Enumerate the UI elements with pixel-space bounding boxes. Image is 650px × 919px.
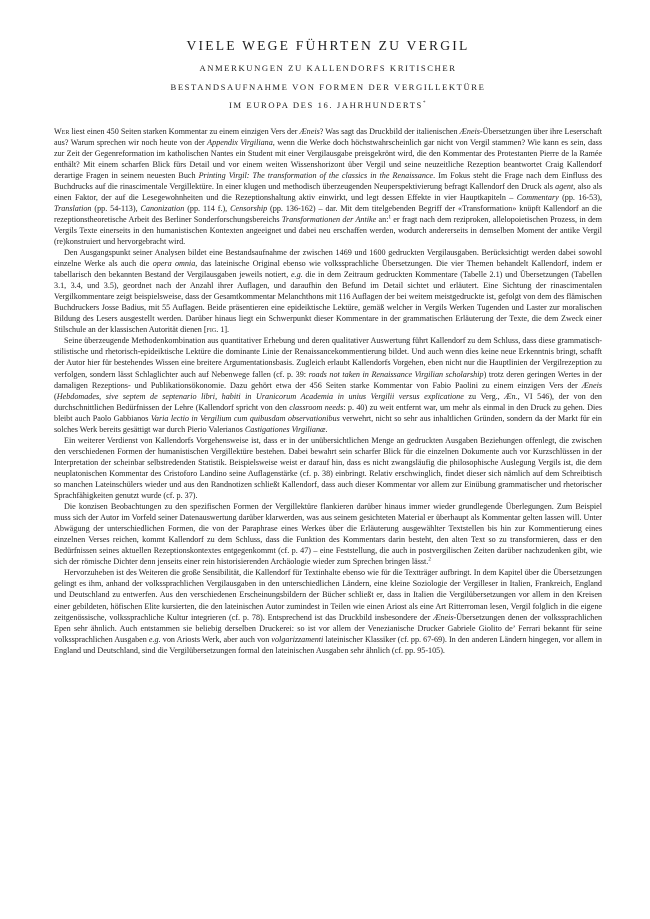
article-title: VIELE WEGE FÜHRTEN ZU VERGIL (186, 38, 470, 53)
paragraph-4: Ein weiterer Verdienst von Kallendorfs Vorgehensweise ist, dass er in der unübersichtlichen Menge an gedruckten Ausgaben Beziehungen offenlegt, die zwischen den verschiedenen Formen der humanistischen Vergillektüre bestehen. Dabei bewahrt sein scharfer Blick für die einzelnen Dokumente auch vor Kurzschlüssen in der Interpretation der scheinbar selbstredenden Statistik. Beispielsweise weist er darauf hin, dass es nicht zwangsläufig die philosophische Auslegung Vergils ist, die dem neuplatonischen Kommentar des Cristoforo Landino seine Auflagenstärke (cf. p. 38) einbringt. Relativ erschwinglich, findet dieser sich nämlich auf dem Schreibtisch so manchen Lateinschülers wieder und aus den Randnotizen schließt Kallendorf, dass auch dieser Kommentar vor allem zur Einübung grammatischer und rhetorischer Sprachfähigkeiten genutzt wurde (cf. p. 37). (54, 435, 602, 501)
paragraph-1: Wer liest einen 450 Seiten starken Kommentar zu einem einzigen Vers der Æneis? Was sagt das Druckbild der italienischen Æneis-Übersetzungen über ihre Leserschaft aus? Warum sprechen wir noch heute von der Appendix Virgiliana, wenn die Werke doch höchstwahrscheinlich gar nicht von Vergil stammen? Wie kann es sein, dass zur Zeit der Gegenreformation im katholischen Nantes ein Student mit einer Vergilausgabe preisgekrönt wird, die den Kommentar des Protestanten Pierre de la Ramée enthält? Mit einem scharfen Blick fürs Detail und vor einem weiten Wissenshorizont über Vergil und seine neuzeitliche Rezeption beantwortet Craig Kallendorf derartige Fragen in seinem neuesten Buch Printing Virgil: The transformation of the classics in the Renaissance. Im Fokus steht die Frage nach dem Einfluss des Buchdrucks auf die rinascimentale Vergillektüre. In einer klugen und methodisch überzeugenden Neuperspektivierung befragt Kallendorf den Druck als agent, also als einen Faktor, der auf die Lesegewohnheiten und die Rezeptionshaltung aktiv einwirkt, und legt dessen Effekte in vier Hauptkapiteln – Commentary (pp. 16-53), Translation (pp. 54-113), Canonization (pp. 114 f.), Censorship (pp. 136-162) – dar. Mit dem titelgebenden Begriff der «Transformation» knüpft Kallendorf an die rezeptionstheoretische Arbeit des Berliner Sonderforschungsbereichs Transformationen der Antike an:$^1$ er fragt nach dem reziproken, allelopoietischen Prozess, in dem Vergils Texte einerseits in den humanistischen Kontexten angeeignet und dabei neu erschaffen werden, wodurch andererseits in demselben Moment der antike Vergil (re)konstruiert und hervorgebracht wird. (54, 126, 602, 246)
subtitle-line-2: BESTANDSAUFNAHME VON FORMEN DER VERGILLEKTÜRE (170, 81, 486, 92)
subtitle-line-1: ANMERKUNGEN ZU KALLENDORFS KRITISCHER (199, 63, 457, 73)
article-subtitle (54, 59, 602, 115)
paragraph-2: Den Ausgangspunkt seiner Analysen bildet eine Bestandsaufnahme der zwischen 1469 und 1600 gedruckten Vergilausgaben. Berücksichtigt werden dabei sowohl einzelne Werke als auch die opera omnia, das lateinische Original ebenso wie volkssprachliche Übersetzungen. Die vier Themen behandelt Kallendorf, indem er tabellarisch den bekannten Bestand der Vergilausgaben jeweils notiert, e.g. die in dem Zeitraum gedruckten Kommentare (Tabelle 2.1) und Übersetzungen (Tabellen 3.1, 3.4, und 3.5), geordnet nach der Anzahl ihrer Auflagen, und daraufhin den Befund im Detail sichtet und erläutert. Eine Sichtung der rinascimentalen Vergilkommentare zeigt beispielsweise, dass der Gesamtkommentar Melanchthons mit 116 Auflagen der bei weitem meistgedruckte ist, gefolgt von dem des flämischen Buchdruckers Josse Badius, mit 55 Auflagen. Beide präsentieren eine epideiktische Lektüre, gemäß welcher in Vergils Werken Tugenden und Laster zur moralischen Bildung des Lesers ausgestellt werden. Darüber hinaus liegt ein Schwerpunkt dieser Kommentare in der grammatischen Erläuterung der Texte, die dem Zweck einer Stilschule an der klassischen Autorität dienen [fig. 1]. (54, 248, 602, 335)
paragraph-3: Seine überzeugende Methodenkombination aus quantitativer Erhebung und deren qualitativer Auswertung führt Kallendorf zu dem Schluss, dass diese grammatisch-stilistische und rhetorisch-epideiktische Lektüre die dominante Linie der Renaissancekommentierung bildet. Und auch wenn dies keine neue Erkenntnis bringt, schafft der Autor hier für bestehendes Wissen eine breitere Argumentationsbasis. Zugleich erlaubt Kallendorfs Vorgehen, eben nicht nur die Hauptlinien der Vergilrezeption zu verfolgen, sondern lässt Schlaglichter auch auf Nebenwege fallen (cf. p. 39: roads not taken in Renaissance Virgilian scholarship) trotz deren geringen Wertes in der damaligen Rezeptions- und Publikationsökonomie. Dazu gehört etwa der 456 Seiten starke Kommentar von Fabio Paolini zu einem einzigen Vers der Æneis (Hebdomades, sive septem de septenario libri, habiti in Uranicorum Academia in unius Vergilii versus explicatione zu Verg., Æn., VI 546), der von den durchschnittlichen Bedürfnissen der Lehre (Kallendorf spricht von den classroom needs: p. 40) zu weit entfernt war, um mehr als einmal in den Druck zu gehen. Dies bleibt auch Paolo Gabbianos Varia lectio in Vergilium cum quibusdam observationibus verwehrt, nicht so sehr aus inhaltlichen Gründen, sondern da der Markt für ein solches Werk bereits gesättigt war durch Pierio Valerianos Castigationes Virgilianæ. (54, 336, 602, 434)
paragraph-6: Hervorzuheben ist des Weiteren die große Sensibilität, die Kallendorf für Textinhalte ebenso wie für die Textträger aufbringt. In dem Kapitel über die Übersetzungen gelingt es ihm, anhand der volkssprachlichen Vergilausgaben in den unterschiedlichen Ländern, eine kleine Soziologie der Vergilleser in Italien, Frankreich, England und Deutschland zu entwerfen. Aus den verschiedenen Erscheinungsbildern der Bücher schließt er, dass in Italien die Vergilübersetzungen vor allem in den Kreisen einer gebildeten, höfischen Elite kursierten, die den lateinischen Autor zumindest in Teilen wie einen Ariost als eine Art Ritterroman lesen, Vergil folglich in die eigene zeitgenössische, volkssprachliche Kultur integrieren (cf. p. 78). Entsprechend ist das Druckbild insbesondere der Æneis-Übersetzungen denen der volkssprachlichen Epen sehr ähnlich. Auch entstammen sie beliebig derselben Druckerei: so ist vor allem der Venezianische Drucker Gabriele Giolito de’ Ferrari bekannt für seine volkssprachlichen Ausgaben e.g. von Ariosts Werk, aber auch von volgarizzamenti lateinischer Klassiker (cf. pp. 67-69). In den anderen Ländern hingegen, vor allem in England und Deutschland, sind die Vergilübersetzungen formal den lateinischen Ausgaben sehr ähnlich (cf. pp. 95-105). (54, 568, 603, 655)
article-body (54, 126, 602, 656)
subtitle-line-3: IM EUROPA DES 16. JAHRHUNDERTS* (228, 100, 428, 110)
paragraph-5: Die konzisen Beobachtungen zu den spezifischen Formen der Vergillektüre flankieren darüber hinaus immer wieder grundlegende Überlegungen. Zum Beispiel muss sich der Autor im Vorfeld seiner Datenauswertung darüber klarwerden, was aus seinem gesichteten Material er überhaupt als Kommentar gelten lassen will. Unter Abwägung der unterschiedlichen Formen, die von der Paraphrase eines Werkes über die Erläuterung ausgewählter Textstellen bis hin zur Kommentierung eines einzelnen Verses reichen, kommt Kallendorf zu dem Schluss, dass die Funktion des Kommentars darin besteht, den alten Text so zu transformieren, dass er den Bedürfnissen seines aktuellen Rezeptionskontextes entgegenkommt (cf. p. 47) – eine Feststellung, die auch in postvergilischen Zeiten darüber nachzudenken gibt, wie sich der römische Dichter denn jenseits einer rein historisierenden Archäologie wieder zum Sprechen bringen lässt.$^2$ (54, 502, 602, 567)
